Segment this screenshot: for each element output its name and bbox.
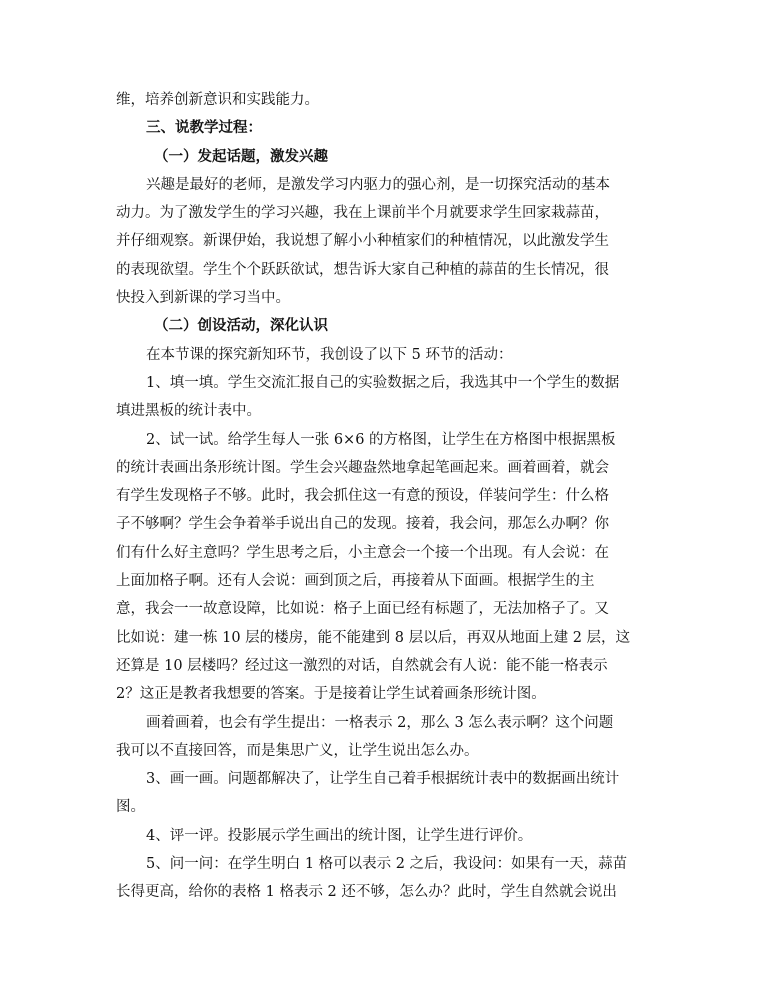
paragraph-line: 2？这正是教者我想要的答案。于是接着让学生试着画条形统计图。 [116, 686, 546, 703]
paragraph-line: 并仔细观察。新课伊始，我说想了解小小种植家们的种植情况，以此激发学生 [116, 233, 609, 250]
paragraph-line: 3、画一画。问题都解决了，让学生自己着手根据统计表中的数据画出统计 [146, 771, 620, 788]
paragraph-line: 长得更高，给你的表格 1 格表示 2 还不够，怎么办？此时，学生自然就会说出 [116, 884, 617, 901]
paragraph-line: 5、问一问：在学生明白 1 格可以表示 2 之后，我设问：如果有一天，蒜苗 [146, 856, 628, 873]
paragraph-line: 有学生发现格子不够。此时，我会抓住这一有意的预设，佯装问学生：什么格 [116, 488, 609, 505]
paragraph-line: 2、试一试。给学生每人一张 6×6 的方格图，让学生在方格图中根据黑板 [146, 431, 616, 448]
paragraph-line: 的表现欲望。学生个个跃跃欲试，想告诉大家自己种植的蒜苗的生长情况，很 [116, 261, 609, 278]
section-heading-teaching-process: 三、说教学过程： [146, 119, 262, 137]
paragraph-line: 维，培养创新意识和实践能力。 [116, 92, 319, 108]
subsection-heading-1: （一）发起话题，激发兴趣 [154, 147, 328, 165]
paragraph-line: 画着画着，也会有学生提出：一格表示 2，那么 3 怎么表示啊？这个问题 [146, 714, 614, 731]
paragraph-line: 我可以不直接回答，而是集思广义，让学生说出怎么办。 [116, 742, 479, 759]
paragraph-line: 在本节课的探究新知环节，我创设了以下 5 环节的活动： [146, 346, 513, 363]
subsection-heading-2: （二）创设活动，深化认识 [154, 317, 328, 335]
paragraph-line: 们有什么好主意吗？学生思考之后，小主意会一个接一个出现。有人会说：在 [116, 544, 609, 561]
paragraph-line: 图。 [116, 799, 145, 816]
paragraph-line: 快投入到新课的学习当中。 [116, 290, 290, 307]
paragraph-line: 1、填一填。学生交流汇报自己的实验数据之后，我选其中一个学生的数据 [146, 374, 620, 391]
paragraph-line: 动力。为了激发学生的学习兴趣，我在上课前半个月就要求学生回家栽蒜苗， [116, 205, 609, 222]
paragraph-line: 子不够啊？学生会争着举手说出自己的发现。接着，我会问，那怎么办啊？你 [116, 516, 609, 533]
paragraph-line: 兴趣是最好的老师，是激发学习内驱力的强心剂，是一切探究活动的基本 [146, 176, 610, 193]
paragraph-line: 填进黑板的统计表中。 [116, 403, 261, 420]
paragraph-line: 还算是 10 层楼吗？经过这一激烈的对话，自然就会有人说：能不能一格表示 [116, 657, 608, 674]
paragraph-line: 意，我会一一故意设障，比如说：格子上面已经有标题了，无法加格子了。又 [116, 601, 609, 618]
document-body [116, 86, 656, 907]
paragraph-line: 上面加格子啊。还有人会说：画到顶之后，再接着从下面画。根据学生的主 [116, 573, 595, 590]
paragraph-line: 比如说：建一栋 10 层的楼房，能不能建到 8 层以后，再双从地面上建 2 层，这 [116, 629, 631, 646]
paragraph-line: 的统计表画出条形统计图。学生会兴趣盎然地拿起笔画起来。画着画着，就会 [116, 459, 609, 476]
paragraph-line: 4、评一评。投影展示学生画出的统计图，让学生进行评价。 [146, 827, 533, 844]
